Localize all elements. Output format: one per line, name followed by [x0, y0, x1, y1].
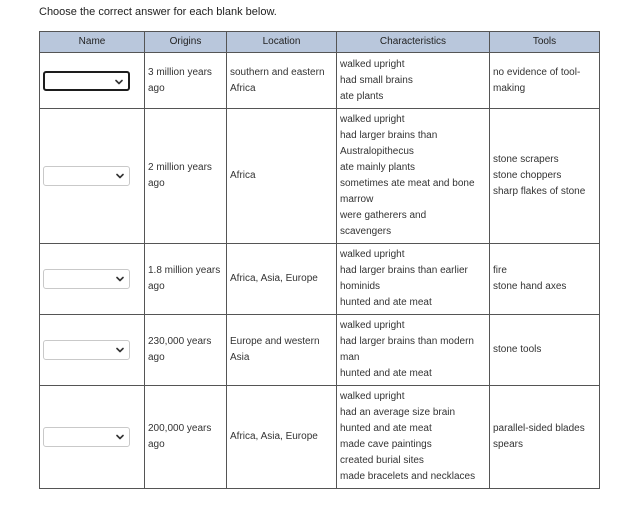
- origins-cell: [145, 315, 227, 386]
- chevron-down-icon: [116, 433, 124, 441]
- tools-cell: [490, 244, 600, 315]
- tools-cell-line: fire: [493, 265, 507, 276]
- characteristics-cell-line: scavengers: [340, 226, 392, 237]
- location-cell-line: southern and eastern: [230, 66, 325, 78]
- characteristics-cell: [337, 53, 490, 109]
- characteristics-cell-line: had larger brains than earlier: [340, 265, 468, 276]
- characteristics-cell-line: ate plants: [340, 90, 384, 102]
- characteristics-cell-line: hunted and ate meat: [340, 423, 432, 434]
- characteristics-cell-line: made cave paintings: [340, 439, 432, 450]
- location-cell-line: Africa, Asia, Europe: [230, 273, 318, 284]
- characteristics-cell-line: Australopithecus: [340, 146, 414, 157]
- characteristics-cell-line: hunted and ate meat: [340, 368, 432, 379]
- column-header-name: Name: [40, 32, 145, 53]
- tools-cell-line: stone hand axes: [493, 281, 567, 292]
- tools-cell: [490, 315, 600, 386]
- instructions-text: Choose the correct answer for each blank below.: [39, 6, 277, 18]
- characteristics-cell-line: walked upright: [340, 320, 405, 331]
- chevron-down-icon: [116, 346, 124, 354]
- tools-cell-line: no evidence of tool-: [493, 66, 581, 78]
- origins-cell: [145, 53, 227, 109]
- characteristics-cell-line: walked upright: [340, 249, 405, 260]
- origins-cell-line: ago: [148, 82, 165, 94]
- characteristics-cell-line: walked upright: [340, 114, 405, 125]
- column-header-tools: Tools: [490, 32, 600, 53]
- characteristics-cell: [337, 244, 490, 315]
- name-cell: [40, 244, 145, 315]
- characteristics-cell-line: marrow: [340, 194, 374, 205]
- characteristics-cell-line: had small brains: [340, 74, 413, 86]
- tools-cell: [490, 109, 600, 244]
- characteristics-cell-line: man: [340, 352, 360, 363]
- tools-cell-line: making: [493, 82, 526, 94]
- characteristics-cell-line: hunted and ate meat: [340, 297, 432, 308]
- origins-cell-line: 200,000 years: [148, 423, 212, 434]
- chevron-down-icon: [115, 78, 123, 86]
- characteristics-cell: [337, 386, 490, 489]
- tools-cell: [490, 386, 600, 489]
- column-header-location: Location: [227, 32, 337, 53]
- column-header-characteristics: Characteristics: [337, 32, 490, 53]
- chevron-down-icon: [116, 275, 124, 283]
- origins-cell-line: ago: [148, 281, 165, 292]
- table-row: [40, 109, 600, 244]
- location-cell: [227, 244, 337, 315]
- origins-cell-line: 3 million years: [148, 66, 212, 78]
- tools-cell-line: stone scrapers: [493, 154, 559, 165]
- column-header-origins: Origins: [145, 32, 227, 53]
- characteristics-cell-line: had larger brains than: [340, 130, 438, 141]
- location-cell: [227, 315, 337, 386]
- origins-cell: [145, 244, 227, 315]
- name-cell: [40, 386, 145, 489]
- characteristics-cell: [337, 315, 490, 386]
- table-row: [40, 244, 600, 315]
- hominid-table: [39, 31, 600, 489]
- origins-cell-line: ago: [148, 178, 165, 189]
- tools-cell-line: spears: [493, 439, 524, 450]
- chevron-down-icon: [116, 172, 124, 180]
- name-dropdown[interactable]: [43, 269, 130, 289]
- characteristics-cell-line: created burial sites: [340, 455, 424, 466]
- origins-cell: [145, 386, 227, 489]
- location-cell: [227, 386, 337, 489]
- origins-cell-line: ago: [148, 439, 165, 450]
- characteristics-cell-line: had an average size brain: [340, 407, 456, 418]
- characteristics-cell-line: hominids: [340, 281, 381, 292]
- name-dropdown[interactable]: [43, 71, 130, 91]
- characteristics-cell-line: ate mainly plants: [340, 162, 416, 173]
- name-cell: [40, 315, 145, 386]
- characteristics-cell-line: walked upright: [340, 391, 405, 402]
- origins-cell: [145, 109, 227, 244]
- characteristics-cell-line: had larger brains than modern: [340, 336, 474, 347]
- characteristics-cell-line: were gatherers and: [340, 210, 427, 221]
- characteristics-cell-line: made bracelets and necklaces: [340, 471, 476, 482]
- location-cell: [227, 53, 337, 109]
- name-dropdown[interactable]: [43, 166, 130, 186]
- tools-cell-line: sharp flakes of stone: [493, 186, 586, 197]
- name-cell: [40, 53, 145, 109]
- tools-cell: [490, 53, 600, 109]
- table-row: [40, 53, 600, 109]
- characteristics-cell: [337, 109, 490, 244]
- tools-cell-line: stone tools: [493, 344, 542, 355]
- location-cell-line: Africa, Asia, Europe: [230, 431, 318, 442]
- location-cell: [227, 109, 337, 244]
- origins-cell-line: 2 million years: [148, 162, 212, 173]
- location-cell-line: Europe and western: [230, 336, 320, 347]
- characteristics-cell-line: walked upright: [340, 58, 405, 70]
- characteristics-cell-line: sometimes ate meat and bone: [340, 178, 475, 189]
- tools-cell-line: stone choppers: [493, 170, 562, 181]
- name-cell: [40, 109, 145, 244]
- table-row: [40, 386, 600, 489]
- table-header-row: [40, 32, 600, 53]
- location-cell-line: Africa: [230, 170, 256, 181]
- name-dropdown[interactable]: [43, 340, 130, 360]
- name-dropdown[interactable]: [43, 427, 130, 447]
- origins-cell-line: 1.8 million years: [148, 265, 221, 276]
- table-row: [40, 315, 600, 386]
- location-cell-line: Asia: [230, 352, 250, 363]
- tools-cell-line: parallel-sided blades: [493, 423, 585, 434]
- origins-cell-line: ago: [148, 352, 165, 363]
- origins-cell-line: 230,000 years: [148, 336, 212, 347]
- location-cell-line: Africa: [230, 82, 256, 94]
